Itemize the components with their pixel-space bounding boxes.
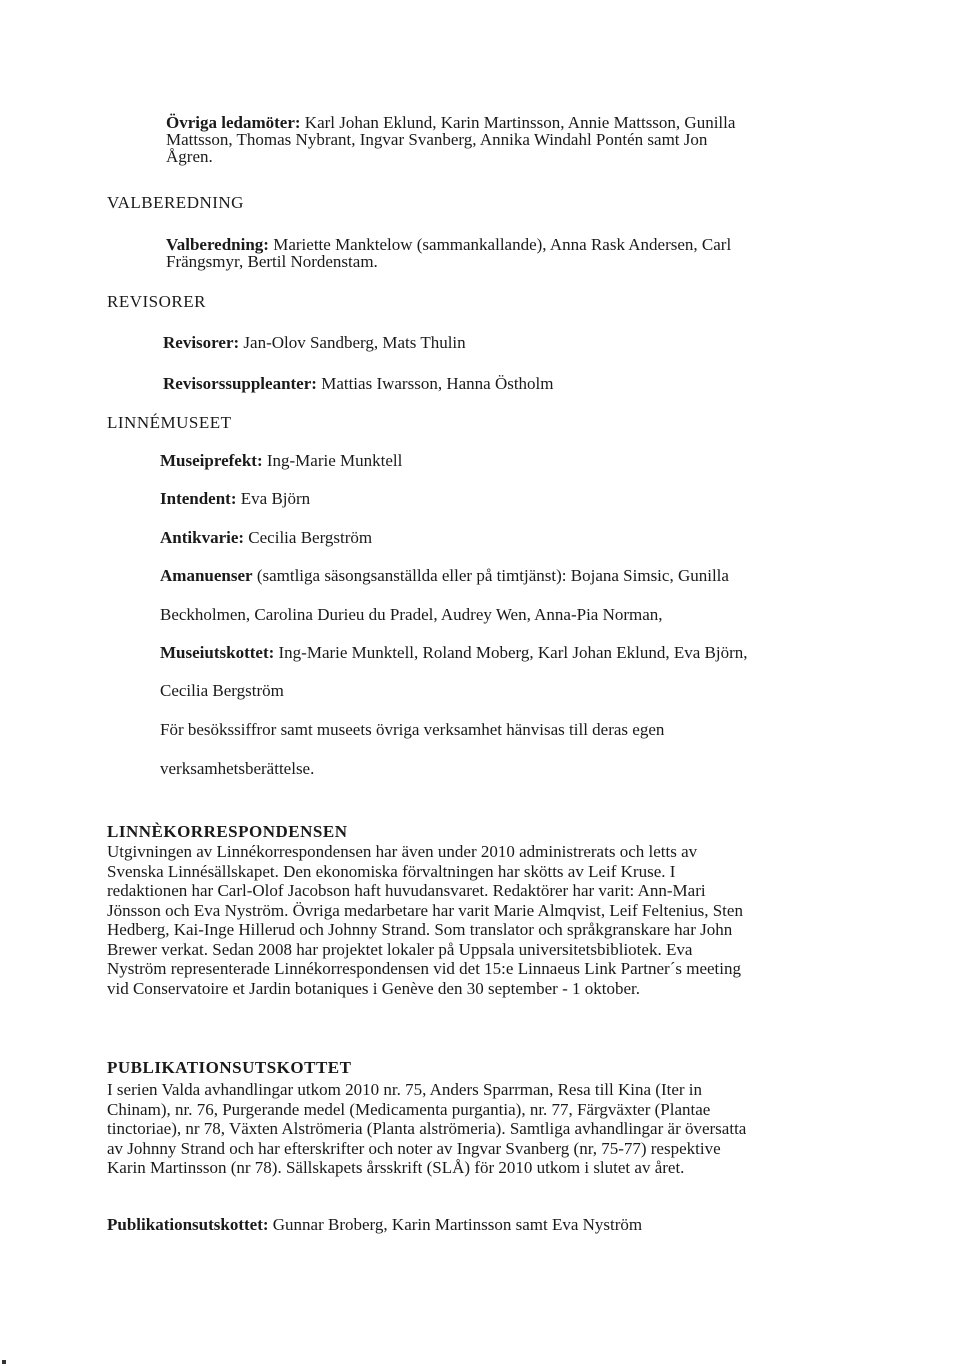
linnekorrespondensen-paragraph (107, 842, 743, 998)
valberedning-heading: VALBEREDNING (107, 193, 244, 212)
amanuenser-text-1: (samtliga säsongsanställda eller på timtjänst): Bojana Simsic, Gunilla (252, 566, 729, 585)
linnemuseet-heading: LINNÉMUSEET (107, 413, 232, 432)
revisorer-label: Revisorer: (163, 333, 240, 352)
museiprefekt-text: Ing-Marie Munktell (262, 451, 403, 470)
publikationsutskottet-line: I serien Valda avhandlingar utkom 2010 nr. 75, Anders Sparrman, Resa till Kina (Iter in (107, 1080, 703, 1099)
linnekorrespondensen-line: Utgivningen av Linnékorrespondensen har även under 2010 administrerats och letts av (107, 842, 698, 861)
revisorer-line (163, 333, 466, 353)
publikationsutskottet-heading: PUBLIKATIONSUTSKOTTET (107, 1058, 352, 1077)
museiprefekt-line (160, 451, 402, 471)
revisorssuppleanter-text: Mattias Iwarsson, Hanna Östholm (316, 374, 554, 393)
intendent-line (160, 489, 310, 509)
linnekorrespondensen-line: redaktionen har Carl-Olof Jacobson haft huvudansvaret. Redaktörer har varit: Ann-Mari (107, 881, 706, 900)
valberedning-label: Valberedning: (166, 235, 269, 254)
revisorer-heading: REVISORER (107, 292, 206, 311)
publikationsutskottet-text: Gunnar Broberg, Karin Martinsson samt Eva Nyström (268, 1215, 643, 1234)
linnekorrespondensen-line: Brewer verkat. Sedan 2008 har projektet lokaler på Uppsala universitetsbibliotek. Eva (107, 939, 693, 959)
linnekorrespondensen-heading: LINNÈKORRESPONDENSEN (107, 822, 348, 841)
publikationsutskottet-label: Publikationsutskottet: (107, 1215, 269, 1234)
amanuenser-text-2: Beckholmen, Carolina Durieu du Pradel, Audrey Wen, Anna-Pia Norman, (160, 605, 663, 624)
valberedning-paragraph (166, 236, 731, 270)
publikationsutskottet-line: av Johnny Strand och har efterskrifter och noter av Ingvar Svanberg (nr, 75-77) respektive (107, 1138, 721, 1158)
museiutskottet-text-2: Cecilia Bergström (160, 681, 284, 700)
scan-speck (2, 1360, 6, 1364)
valberedning-text-1: Mariette Manktelow (sammankallande), Anna Rask Andersen, Carl (268, 235, 732, 254)
revisorssuppleanter-label: Revisorssuppleanter: (163, 374, 317, 393)
ovriga-ledamoter-text-1: Karl Johan Eklund, Karin Martinsson, Annie Mattsson, Gunilla (300, 113, 736, 132)
museiutskottet-text-1: Ing-Marie Munktell, Roland Moberg, Karl Johan Eklund, Eva Björn, (274, 643, 748, 662)
publikationsutskottet-line: tinctoriae), nr 78, Växten Alströmeria (Planta alströmeria). Samtliga avhandlingar är översatta (107, 1119, 747, 1138)
amanuenser-label: Amanuenser (160, 566, 253, 585)
ovriga-ledamoter-text-2: Mattsson, Thomas Nybrant, Ingvar Svanberg, Annika Windahl Pontén samt Jon (166, 130, 708, 149)
linnekorrespondensen-line: Jönsson och Eva Nyström. Övriga medarbetare har varit Marie Almqvist, Leif Feltenius, Sten (107, 900, 743, 920)
publikationsutskottet-line: Chinam), nr. 76, Purgerande medel (Medicamenta purgantia), nr. 77, Färgväxter (Plantae (107, 1099, 711, 1119)
publikationsutskottet-line: Karin Martinsson (nr 78). Sällskapets årsskrift (SLÅ) för 2010 utkom i slutet av året. (107, 1158, 685, 1177)
linnekorrespondensen-line: vid Conservatoire et Jardin botaniques i Genève den 30 september - 1 oktober. (107, 978, 640, 998)
amanuenser-line-1 (160, 566, 729, 586)
publikationsutskottet-paragraph (107, 1080, 746, 1178)
intendent-label: Intendent: (160, 489, 237, 508)
revisorssuppleanter-line (163, 374, 554, 394)
besokssiffror-text-2: verksamhetsberättelse. (160, 759, 315, 778)
publikationsutskottet-members-line (107, 1215, 642, 1235)
museiprefekt-label: Museiprefekt: (160, 451, 263, 470)
museiutskottet-label: Museiutskottet: (160, 643, 275, 662)
valberedning-text-2: Frängsmyr, Bertil Nordenstam. (166, 252, 378, 271)
linnekorrespondensen-line: Hedberg, Kai-Inge Hillerud och Johnny Strand. Som translator och språkgranskare har John (107, 920, 733, 939)
museiutskottet-line-1 (160, 643, 748, 663)
intendent-text: Eva Björn (236, 489, 311, 508)
besokssiffror-text-1: För besökssiffror samt museets övriga verksamhet hänvisas till deras egen (160, 720, 665, 739)
linnekorrespondensen-line: Svenska Linnésällskapet. Den ekonomiska förvaltningen har skötts av Leif Kruse. I (107, 861, 676, 881)
antikvarie-line (160, 528, 372, 548)
linnekorrespondensen-line: Nyström representerade Linnékorrespondensen vid det 15:e Linnaeus Link Partner´s meeting (107, 959, 741, 978)
antikvarie-label: Antikvarie: (160, 528, 245, 547)
ovriga-ledamoter-text-3: Ågren. (166, 147, 213, 166)
ovriga-ledamoter-paragraph (166, 114, 735, 165)
antikvarie-text: Cecilia Bergström (244, 528, 373, 547)
revisorer-text: Jan-Olov Sandberg, Mats Thulin (239, 333, 466, 352)
ovriga-ledamoter-label: Övriga ledamöter: (166, 113, 301, 132)
